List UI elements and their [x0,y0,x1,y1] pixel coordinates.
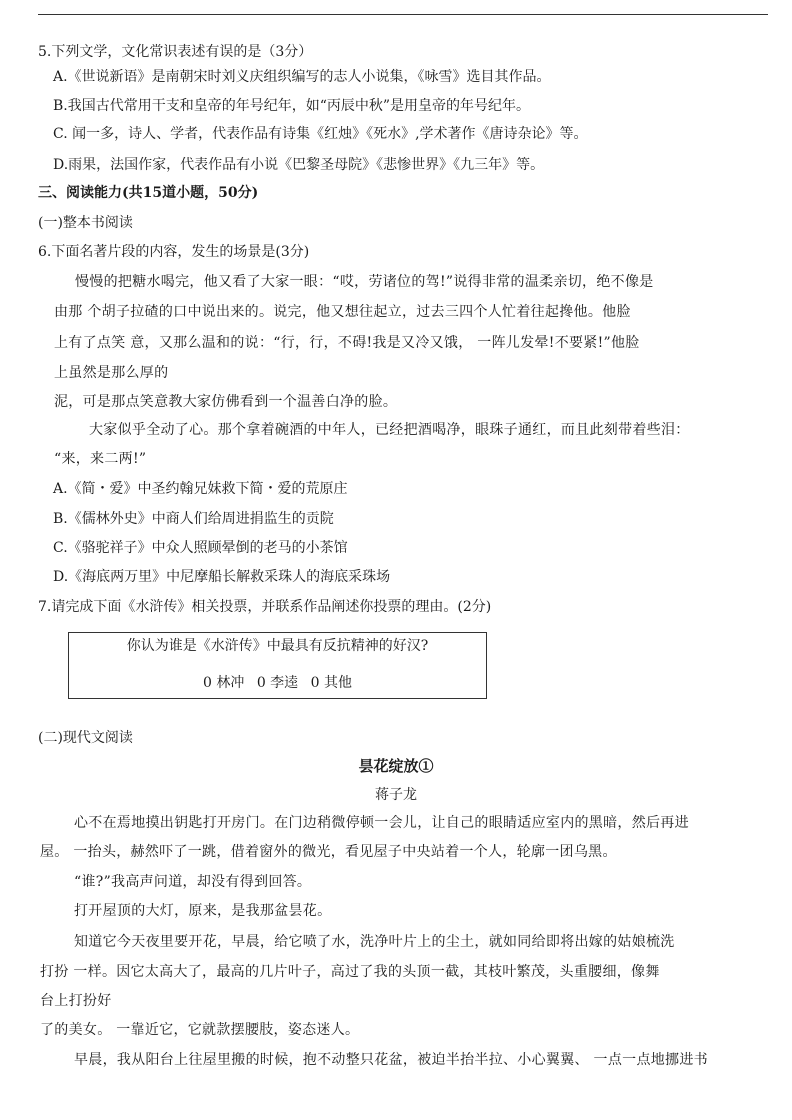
q6-option-d: D.《海底两万里》中尼摩船长解救采珠人的海底采珠场 [53,569,391,585]
section-3-sub1: (一)整本书阅读 [38,215,133,231]
q5-option-c: C. 闻一多，诗人、学者，代表作品有诗集《红烛》《死水》,学术著作《唐诗杂论》等。 [53,126,588,142]
article-line: 心不在焉地摸出钥匙打开房门。在门边稍微停顿一会儿，让自己的眼睛适应室内的黑暗，然后再进 [74,815,689,831]
vote-option-likui[interactable]: 0 李逵 [256,675,299,691]
article-line: 了的美女。 一靠近它，它就款摆腰肢，姿态迷人。 [40,1022,360,1038]
article-title: 昙花绽放① [358,757,434,775]
vote-options [69,674,486,692]
section-3-heading: 三、阅读能力(共15道小题，50分) [38,185,259,201]
article-line: 屋。 一抬头，赫然吓了一跳，借着窗外的微光，看见屋子中央站着一个人，轮廓一团乌黑。 [40,844,617,860]
q6-passage-line: 泥，可是那点笑意教大家仿佛看到一个温善白净的脸。 [54,394,398,410]
q5-option-a: A.《世说新语》是南朝宋时刘义庆组织编写的志人小说集，《咏雪》选目其作品。 [53,69,551,85]
vote-option-linchong[interactable]: 0 林冲 [203,675,245,691]
vote-option-other[interactable]: 0 其他 [310,675,352,691]
vote-question: 你认为谁是《水浒传》中最具有反抗精神的好汉? [126,638,429,654]
article-author: 蒋子龙 [375,787,417,803]
q7-stem: 7.请完成下面《水浒传》相关投票，并联系作品阐述你投票的理由。(2分) [38,599,492,615]
article-line: 打扮 一样。因它太高大了，最高的几片叶子，高过了我的头顶一截，其枝叶繁茂，头重腰细，像舞 [40,964,660,980]
q6-option-b: B.《儒林外史》中商人们给周进捐监生的贡院 [53,511,334,527]
q6-option-c: C.《骆驼祥子》中众人照顾晕倒的老马的小茶馆 [53,540,348,556]
q5-stem: 5.下列文学，文化常识表述有误的是（3分） [38,44,313,60]
vote-box [68,632,487,699]
q6-passage-line: 上有了点笑 意，又那么温和的说：“行，行，不碍!我是又冷又饿， 一阵儿发晕!不要紧!”他脸 [54,335,640,351]
q6-passage-line: “来，来二两!” [54,451,147,467]
article-line: 知道它今天夜里要开花，早晨，给它喷了水，洗净叶片上的尘土，就如同给即将出嫁的姑娘梳洗 [74,934,675,950]
top-rule [38,14,768,15]
q5-option-d: D.雨果，法国作家，代表作品有小说《巴黎圣母院》《悲惨世界》《九三年》等。 [53,157,545,173]
q6-passage-line: 由那 个胡子拉碴的口中说出来的。说完，他又想往起立，过去三四个人忙着往起搀他。他脸 [54,304,631,320]
q6-option-a: A.《简・爱》中圣约翰兄妹救下简・爱的荒原庄 [53,481,348,497]
article-line: 打开屋顶的大灯，原来，是我那盆昙花。 [74,903,332,919]
article-line: 早晨，我从阳台上往屋里搬的时候，抱不动整只花盆，被迫半抬半拉、小心翼翼、 一点一点地挪进书 [74,1052,708,1068]
q6-passage-line: 慢慢的把糖水喝完，他又看了大家一眼：“哎，劳诸位的驾!”说得非常的温柔亲切，绝不像是 [75,274,654,290]
q6-passage-line: 上虽然是那么厚的 [54,365,169,381]
article-line: “谁?”我高声问道，却没有得到回答。 [74,874,312,890]
q6-passage-line: 大家似乎全动了心。那个拿着碗酒的中年人，已经把酒喝净，眼珠子通红，而且此刻带着些泪： [89,422,690,438]
article-line: 台上打扮好 [40,993,112,1009]
q5-option-b: B.我国古代常用干支和皇帝的年号纪年，如“丙辰中秋”是用皇帝的年号纪年。 [53,98,531,114]
q6-stem: 6.下面名著片段的内容，发生的场景是(3分) [38,244,310,260]
section-3-sub2: (二)现代文阅读 [38,730,133,746]
